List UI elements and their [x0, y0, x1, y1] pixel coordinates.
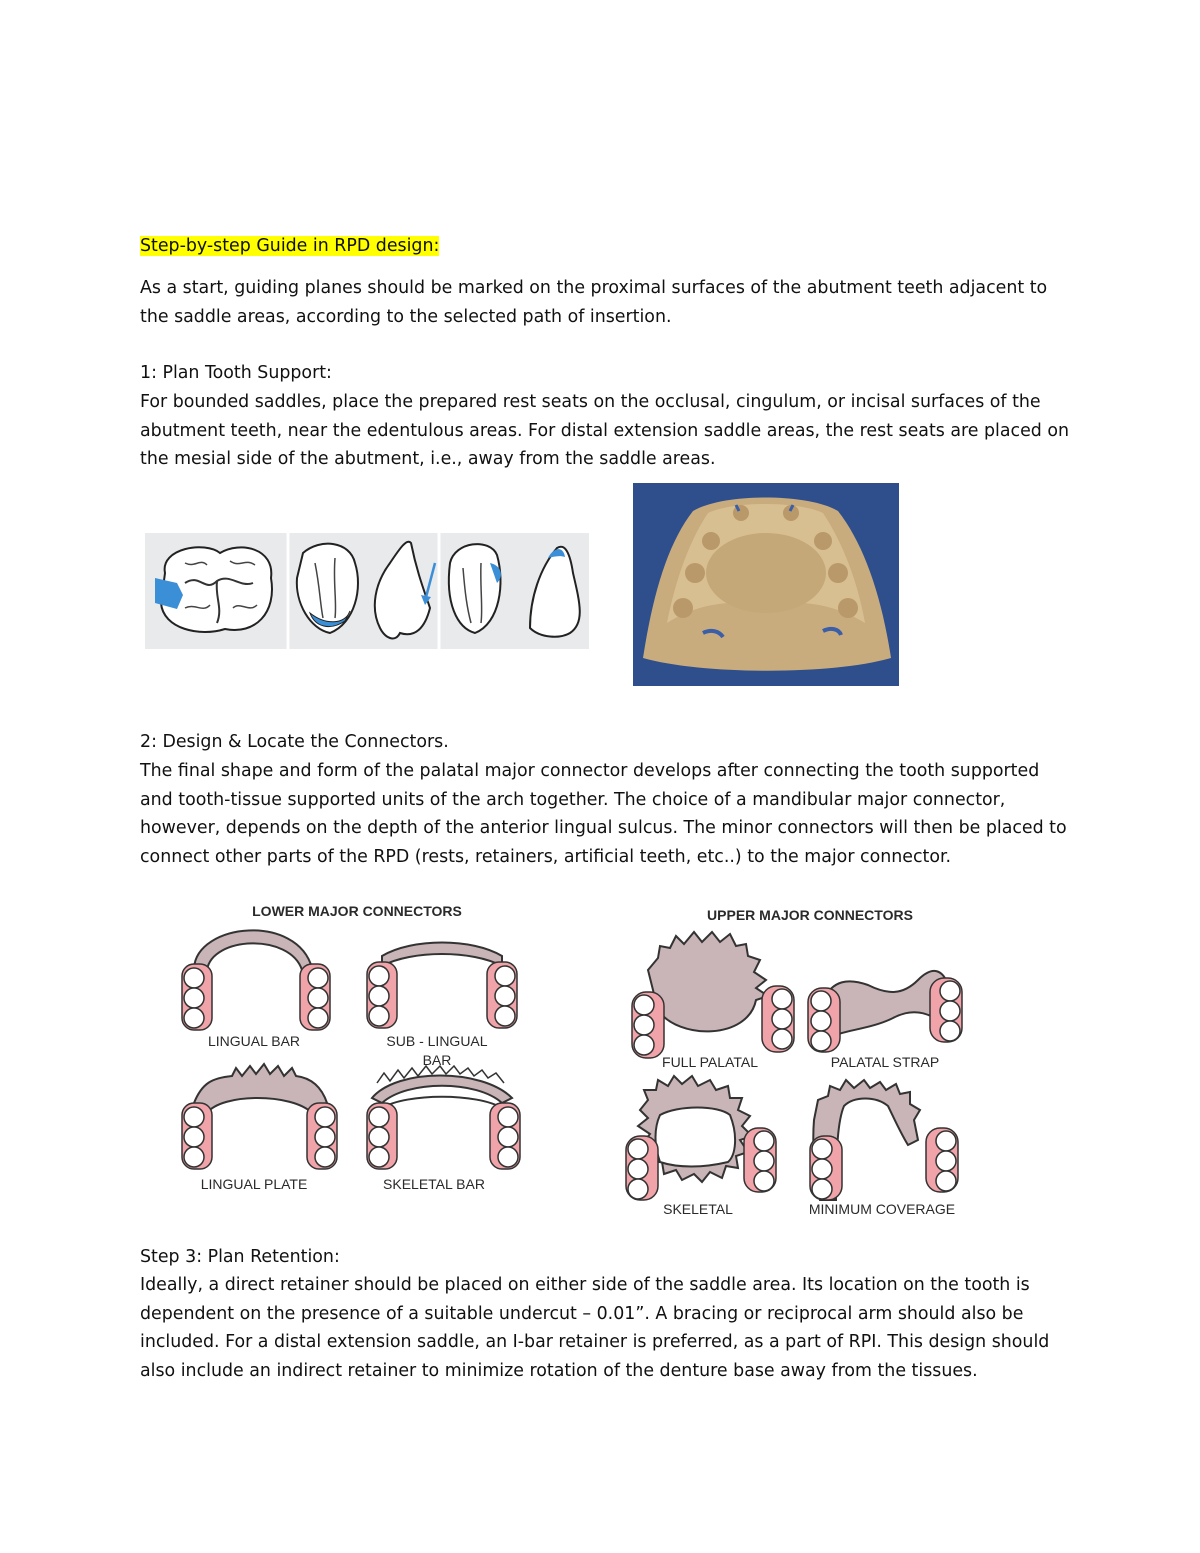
upper-major-connectors-figure — [618, 900, 980, 1218]
skeletal-diagram — [626, 1076, 776, 1200]
lower-major-connectors-figure — [172, 898, 542, 1198]
step2-body: The final shape and form of the palatal major connector develops after connecting the tooth supported and tooth-tissue supported units of the arch together. The choice of a mandibular major connector, however, depends on the depth of the anterior lingual sulcus. The minor connectors will then be placed to connect other parts of the RPD (rests, retainers, artificial teeth, etc..) to the major connector. — [140, 761, 1067, 867]
dental-cast-photo — [633, 483, 899, 686]
sub-lingual-bar-label-line2: BAR — [422, 1052, 452, 1068]
minimum-coverage-diagram — [810, 1080, 958, 1200]
palatal-strap-diagram — [808, 971, 962, 1052]
skeletal-label: SKELETAL — [663, 1201, 733, 1217]
palatal-strap-label: PALATAL STRAP — [830, 1054, 940, 1070]
skeletal-bar-diagram — [367, 1066, 520, 1169]
rest-seat-teeth-figure — [145, 533, 589, 649]
lingual-bar-diagram — [182, 930, 330, 1030]
step1-body: For bounded saddles, place the prepared rest seats on the occlusal, cingulum, or incisal surfaces of the abutment teeth, near the edentulous areas. For distal extension saddle areas, the rest seats are placed on the mesial side of the abutment, i.e., away from the saddle areas. — [140, 392, 1070, 469]
lower-figure-title: LOWER MAJOR CONNECTORS — [252, 903, 462, 919]
full-palatal-diagram — [632, 932, 794, 1058]
step3-title: Step 3: Plan Retention: — [140, 1247, 340, 1267]
intro-paragraph: As a start, guiding planes should be marked on the proximal surfaces of the abutment teeth adjacent to the saddle areas, according to the selected path of insertion. — [140, 278, 1048, 327]
lingual-plate-diagram — [182, 1064, 337, 1169]
step2-title: 2: Design & Locate the Connectors. — [140, 732, 449, 752]
sub-lingual-bar-diagram — [367, 943, 517, 1029]
step1-title: 1: Plan Tooth Support: — [140, 363, 332, 383]
lingual-bar-label: LINGUAL BAR — [207, 1033, 301, 1049]
full-palatal-label: FULL PALATAL — [662, 1054, 758, 1070]
upper-figure-title: UPPER MAJOR CONNECTORS — [707, 907, 913, 923]
sub-lingual-bar-label-line1: SUB - LINGUAL — [386, 1033, 488, 1049]
guide-heading: Step-by-step Guide in RPD design: — [140, 236, 440, 256]
minimum-coverage-label: MINIMUM COVERAGE — [808, 1201, 956, 1217]
step3-body: Ideally, a direct retainer should be placed on either side of the saddle area. Its location on the tooth is dependent on the presence of a suitable undercut – 0.01”. A bracing or reciprocal arm should also be included. For a distal extension saddle, an I-bar retainer is preferred, as a part of RPI. This design should also include an indirect retainer to minimize rotation of the denture base away from the tissues. — [140, 1275, 1050, 1381]
skeletal-bar-label: SKELETAL BAR — [383, 1176, 485, 1192]
lingual-plate-label: LINGUAL PLATE — [200, 1176, 308, 1192]
